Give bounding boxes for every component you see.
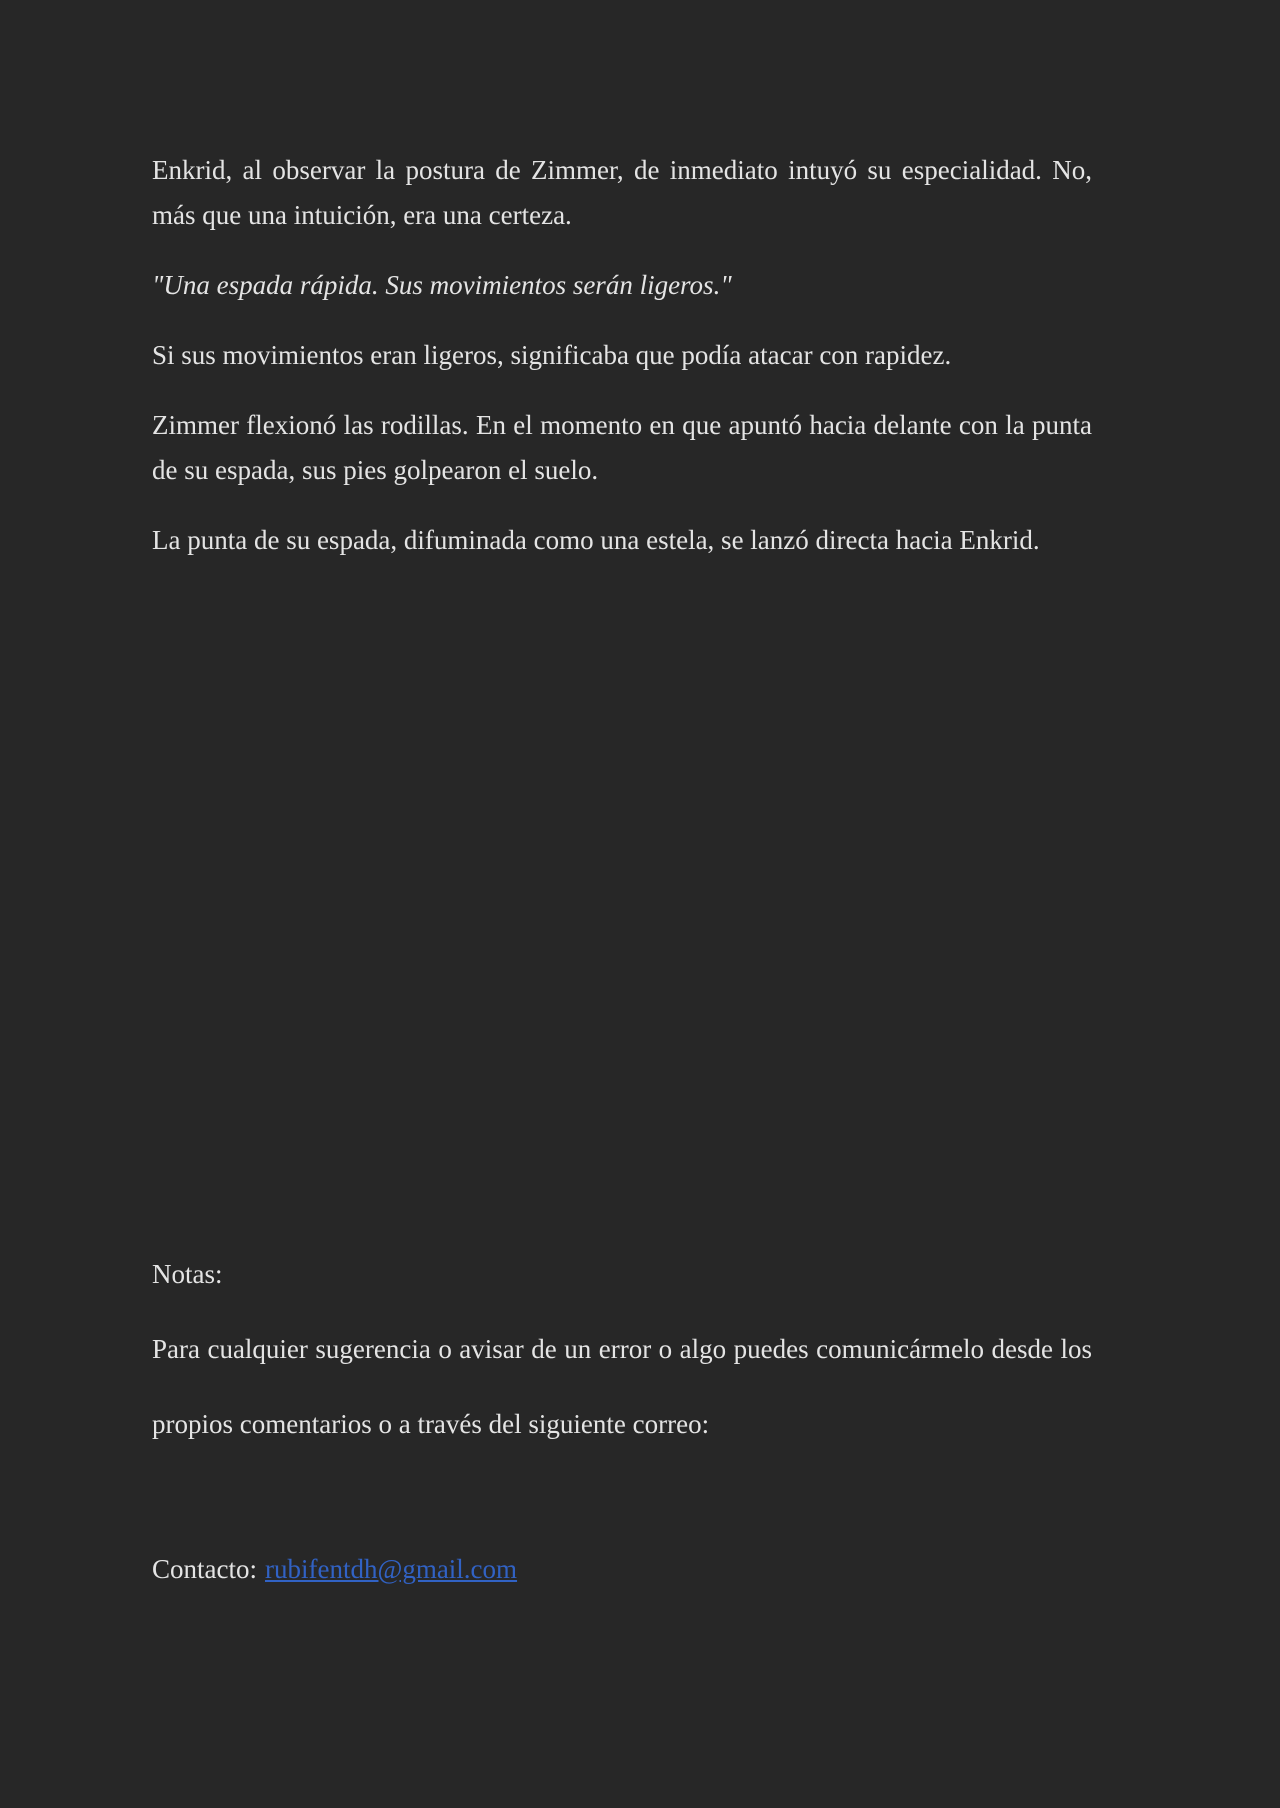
story-paragraph-4: Zimmer flexionó las rodillas. En el momento en que apuntó hacia delante con la punta de su espada, sus pies golpearon el suelo.: [152, 410, 1092, 485]
contact-label: Contacto:: [152, 1554, 257, 1584]
contact-email-link[interactable]: rubifentdh@gmail.com: [264, 1554, 518, 1584]
story-paragraph-3: Si sus movimientos eran ligeros, significaba que podía atacar con rapidez.: [152, 340, 952, 370]
blank-gap: [152, 1462, 1092, 1532]
notes-heading: Notas:: [152, 1259, 223, 1289]
story-paragraph-5: La punta de su espada, difuminada como una estela, se lanzó directa hacia Enkrid.: [152, 525, 1040, 555]
contact-line: [152, 1532, 1092, 1607]
story-paragraph-1: Enkrid, al observar la postura de Zimmer, de inmediato intuyó su especialidad. No, más que una intuición, era una certeza.: [152, 155, 1092, 230]
notes-body: Para cualquier sugerencia o avisar de un error o algo puedes comunicármelo desde los propios comentarios o a través del siguiente correo:: [152, 1334, 1092, 1439]
story-paragraph-quote: "Una espada rápida. Sus movimientos serán ligeros.": [152, 270, 732, 300]
blank-area: [152, 588, 1092, 1237]
document-content: [152, 148, 1092, 1607]
